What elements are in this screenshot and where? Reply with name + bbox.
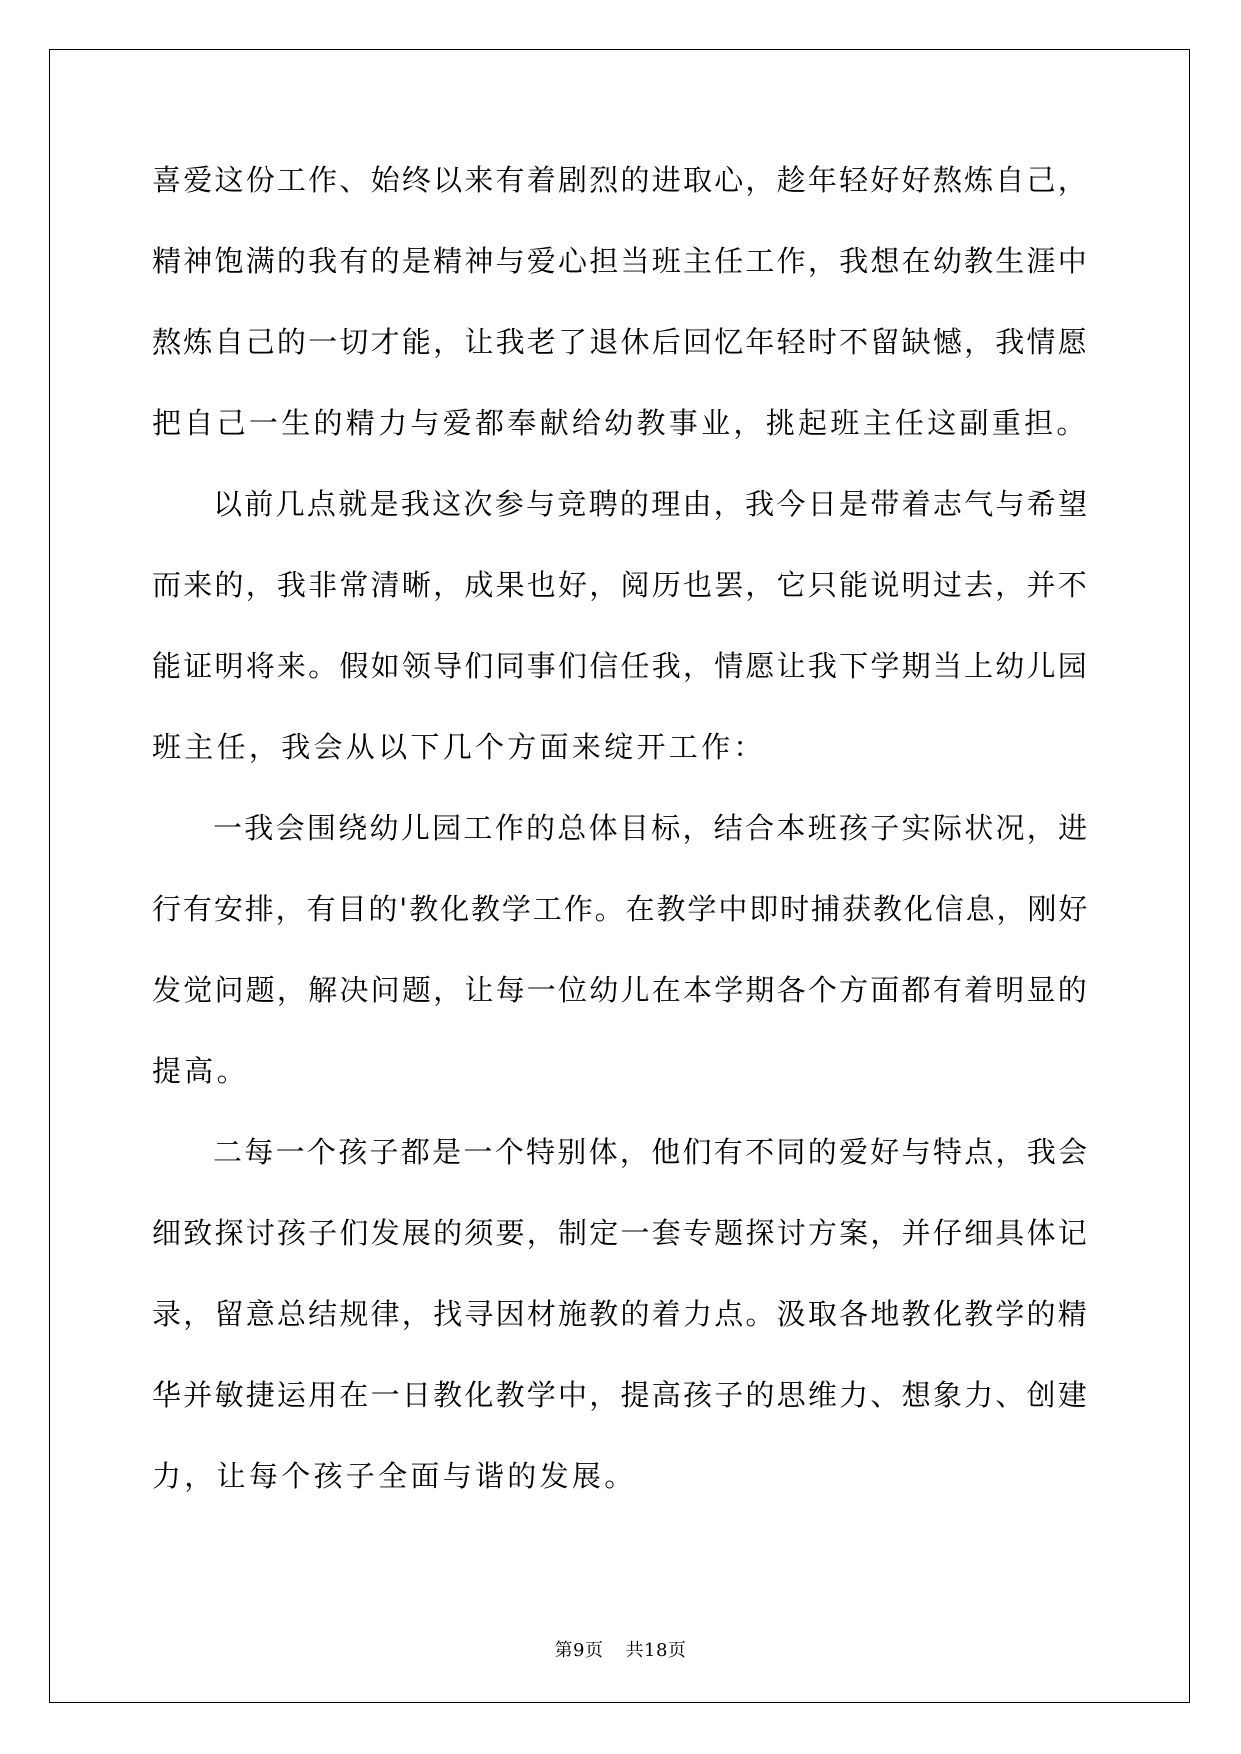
text-line: 熬炼自己的一切才能，让我老了退休后回忆年轻时不留缺憾，我情愿 xyxy=(152,325,1090,359)
text-line: 喜爱这份工作、始终以来有着剧烈的进取心，趁年轻好好熬炼自己， xyxy=(152,163,1090,197)
text-line: 华并敏捷运用在一日教化教学中，提高孩子的思维力、想象力、创建 xyxy=(152,1378,1090,1412)
text-line: 力，让每个孩子全面与谐的发展。 xyxy=(152,1459,637,1493)
text-line: 精神饱满的我有的是精神与爱心担当班主任工作，我想在幼教生涯中 xyxy=(152,244,1090,278)
text-line: 细致探讨孩子们发展的须要，制定一套专题探讨方案，并仔细具体记 xyxy=(152,1216,1090,1250)
page-number: 第9页 xyxy=(554,1640,604,1661)
text-line: 提高。 xyxy=(152,1054,249,1088)
text-line: 能证明将来。假如领导们同事们信任我，情愿让我下学期当上幼儿园 xyxy=(152,649,1090,683)
text-line: 录，留意总结规律，找寻因材施教的着力点。汲取各地教化教学的精 xyxy=(152,1297,1090,1331)
text-line: 一我会围绕幼儿园工作的总体目标，结合本班孩子实际状况，进 xyxy=(213,811,1090,845)
page-footer xyxy=(0,1636,1241,1662)
text-line: 二每一个孩子都是一个特别体，他们有不同的爱好与特点，我会 xyxy=(213,1135,1090,1169)
text-line: 班主任，我会从以下几个方面来绽开工作： xyxy=(152,730,766,764)
text-line: 把自己一生的精力与爱都奉献给幼教事业，挑起班主任这副重担。 xyxy=(152,406,1089,440)
total-pages: 共18页 xyxy=(625,1640,687,1661)
text-line: 行有安排，有目的'教化教学工作。在教学中即时捕获教化信息，刚好 xyxy=(152,892,1090,926)
text-line: 而来的，我非常清晰，成果也好，阅历也罢，它只能说明过去，并不 xyxy=(152,568,1090,602)
text-line: 发觉问题，解决问题，让每一位幼儿在本学期各个方面都有着明显的 xyxy=(152,973,1090,1007)
document-body xyxy=(152,158,1089,1535)
text-line: 以前几点就是我这次参与竞聘的理由，我今日是带着志气与希望 xyxy=(213,487,1090,521)
